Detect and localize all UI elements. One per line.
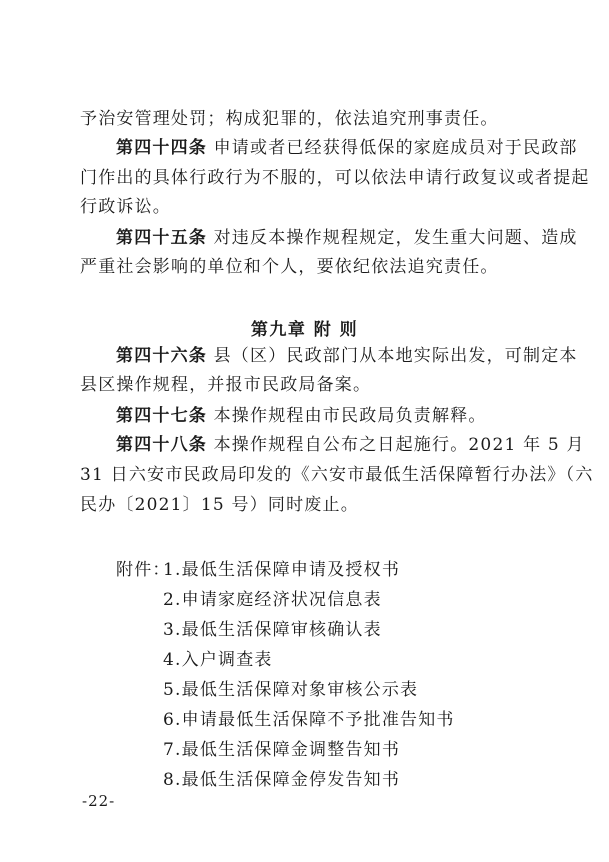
chapter-heading: 第九章 附 则 bbox=[250, 320, 359, 340]
article-44-text-3: 行政诉讼。 bbox=[80, 197, 171, 217]
text: 予治安管理处罚；构成犯罪的，依法追究刑事责任。 bbox=[80, 109, 499, 129]
article-46-line-1 bbox=[116, 345, 578, 367]
page-number: -22- bbox=[82, 792, 116, 810]
article-44-line-3 bbox=[80, 196, 171, 218]
attachments-label: 附件： bbox=[116, 560, 171, 580]
article-44-label: 第四十四条 bbox=[116, 138, 207, 158]
article-45-line-2 bbox=[80, 256, 499, 278]
article-45-text-2: 严重社会影响的单位和个人，要依纪依法追究责任。 bbox=[80, 257, 499, 277]
paragraph-continuation bbox=[80, 108, 499, 130]
article-46-text-1: 县（区）民政部门从本地实际出发，可制定本 bbox=[213, 346, 578, 366]
article-48-label: 第四十八条 bbox=[116, 435, 207, 455]
article-48-line-3 bbox=[80, 494, 359, 516]
attachment-item-8: 8.最低生活保障金停发告知书 bbox=[163, 770, 401, 790]
attachment-item-5: 5.最低生活保障对象审核公示表 bbox=[163, 680, 419, 700]
attachment-item-2: 2.申请家庭经济状况信息表 bbox=[163, 590, 382, 610]
article-44-line-1 bbox=[116, 137, 578, 159]
article-44-text-1: 申请或者已经获得低保的家庭成员对于民政部 bbox=[213, 138, 578, 158]
article-48-text-2: 31 日六安市民政局印发的《六安市最低生活保障暂行办法》（六 bbox=[80, 465, 594, 485]
article-46-label: 第四十六条 bbox=[116, 346, 207, 366]
attachment-item-4: 4.入户调查表 bbox=[163, 650, 273, 670]
article-48-text-3: 民办〔2021〕15 号）同时废止。 bbox=[80, 495, 359, 515]
article-44-text-2: 门作出的具体行政行为不服的，可以依法申请行政复议或者提起 bbox=[80, 168, 590, 188]
article-45-text-1: 对违反本操作规程规定，发生重大问题、造成 bbox=[213, 228, 578, 248]
attachment-item-7: 7.最低生活保障金调整告知书 bbox=[163, 740, 401, 760]
article-45-label: 第四十五条 bbox=[116, 228, 207, 248]
attachment-item-6: 6.申请最低生活保障不予批准告知书 bbox=[163, 710, 455, 730]
article-47-label: 第四十七条 bbox=[116, 406, 207, 426]
article-45-line-1 bbox=[116, 227, 578, 249]
attachment-item-3: 3.最低生活保障审核确认表 bbox=[163, 620, 382, 640]
article-46-text-2: 县区操作规程，并报市民政局备案。 bbox=[80, 375, 372, 395]
article-48-line-1 bbox=[116, 434, 585, 456]
attachment-item-1: 1.最低生活保障申请及授权书 bbox=[163, 560, 401, 580]
article-44-line-2 bbox=[80, 167, 590, 189]
article-47-line-1 bbox=[116, 405, 487, 427]
article-48-text-1: 本操作规程自公布之日起施行。2021 年 5 月 bbox=[213, 435, 585, 455]
article-47-text-1: 本操作规程由市民政局负责解释。 bbox=[213, 406, 487, 426]
article-48-line-2 bbox=[80, 464, 594, 486]
article-46-line-2 bbox=[80, 374, 371, 396]
